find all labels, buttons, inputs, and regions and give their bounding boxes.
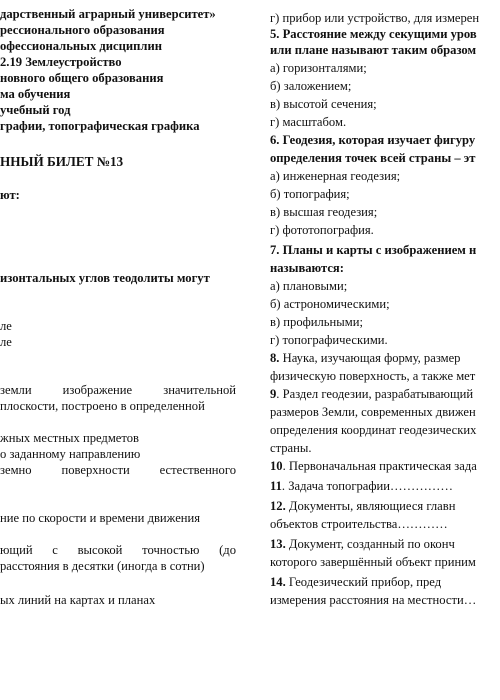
question-9-line-4: страны.	[270, 441, 312, 455]
header-line-3: офессиональных дисциплин	[0, 39, 162, 53]
question-7-option: в) профильными;	[270, 315, 363, 329]
question-12-line-1	[270, 498, 455, 514]
paragraph-line: ых линий на картах и планах	[0, 593, 156, 607]
question-9-number: 9	[270, 387, 277, 401]
question-8-text: Наука, изучающая форму, размер	[279, 351, 461, 365]
question-9-text: . Раздел геодезии, разрабатывающий	[276, 387, 474, 401]
header-line-4: 2.19 Землеустройство	[0, 55, 122, 69]
question-13-number: 13.	[270, 537, 286, 551]
question-10-text: . Первоначальная практическая зада	[282, 459, 477, 473]
question-13-text: Документ, созданный по оконч	[285, 537, 455, 551]
question-5-option: а) горизонталями;	[270, 61, 367, 75]
paragraph-line: земно поверхности естественного	[0, 463, 236, 477]
option-fragment: ле	[0, 319, 12, 333]
question-6-line-2: определения точек всей страны – эт	[270, 151, 476, 165]
question-12-line-2: объектов строительства…………	[270, 517, 448, 531]
question-5-option: г) масштабом.	[270, 115, 347, 129]
question-6-option: б) топография;	[270, 187, 350, 201]
header-line-5: новного общего образования	[0, 71, 164, 85]
paragraph-line: ние по скорости и времени движения	[0, 511, 201, 525]
header-line-7: учебный год	[0, 103, 71, 117]
question-7-option: б) астрономическими;	[270, 297, 390, 311]
right-column	[270, 0, 500, 700]
question-8-line-2: физическую поверхность, а также мет	[270, 369, 476, 383]
question-12-text: Документы, являющиеся главн	[285, 499, 456, 513]
question-7-line-1: 7. Планы и карты с изображением н	[270, 243, 477, 257]
header-line-6: ма обучения	[0, 87, 71, 101]
question-11-number: 11	[270, 479, 282, 493]
question-6-line-1: 6. Геодезия, которая изучает фигуру	[270, 133, 476, 147]
question-14-line-2: измерения расстояния на местности…	[270, 593, 477, 607]
question-11	[270, 478, 453, 494]
question-10-number: 10	[270, 459, 283, 473]
question-10	[270, 458, 477, 474]
question-9-line-1	[270, 386, 473, 402]
question-6-option: а) инженерная геодезия;	[270, 169, 401, 183]
question-5-line-2: или плане называют таким образом	[270, 43, 477, 57]
question-8-number: 8.	[270, 351, 280, 365]
answer-line: г) прибор или устройство, для измерен	[270, 11, 480, 25]
question-5-option: б) заложением;	[270, 79, 352, 93]
paragraph-line: ющий с высокой точностью (до	[0, 543, 236, 557]
left-column	[0, 0, 240, 700]
question-8-line-1	[270, 350, 460, 366]
paragraph-line: жных местных предметов	[0, 431, 139, 445]
question-14-line-1	[270, 574, 441, 590]
question-13-line-2: которого завершённый объект приним	[270, 555, 476, 569]
question-9-line-2: размеров Земли, современных движен	[270, 405, 476, 419]
header-line-2: рессионального образования	[0, 23, 165, 37]
option-fragment: ле	[0, 335, 12, 349]
paragraph-line: земли изображение значительной	[0, 383, 236, 397]
question-14-text: Геодезический прибор, пред	[285, 575, 442, 589]
paragraph-line: плоскости, построено в определенной	[0, 399, 205, 413]
question-horizontal-angles: изонтальных углов теодолиты могут	[0, 271, 210, 285]
question-13-line-1	[270, 536, 455, 552]
question-7-line-2: называются:	[270, 261, 344, 275]
paragraph-line: расстояния в десятки (иногда в сотни)	[0, 559, 205, 573]
ticket-subtitle: ют:	[0, 188, 20, 202]
question-14-number: 14.	[270, 575, 286, 589]
question-5-line-1: 5. Расстояние между секущими уров	[270, 27, 477, 41]
question-9-line-3: определения координат геодезических	[270, 423, 477, 437]
ticket-title: ННЫЙ БИЛЕТ №13	[0, 154, 124, 169]
question-5-option: в) высотой сечения;	[270, 97, 377, 111]
paragraph-line: о заданному направлению	[0, 447, 141, 461]
question-7-option: г) топографическими.	[270, 333, 388, 347]
question-12-number: 12.	[270, 499, 286, 513]
question-7-option: а) плановыми;	[270, 279, 348, 293]
question-11-text: . Задача топографии……………	[281, 479, 453, 493]
question-6-option: в) высшая геодезия;	[270, 205, 378, 219]
question-6-option: г) фототопография.	[270, 223, 374, 237]
header-line-8: графии, топографическая графика	[0, 119, 200, 133]
header-line-1: дарственный аграрный университет»	[0, 7, 216, 21]
